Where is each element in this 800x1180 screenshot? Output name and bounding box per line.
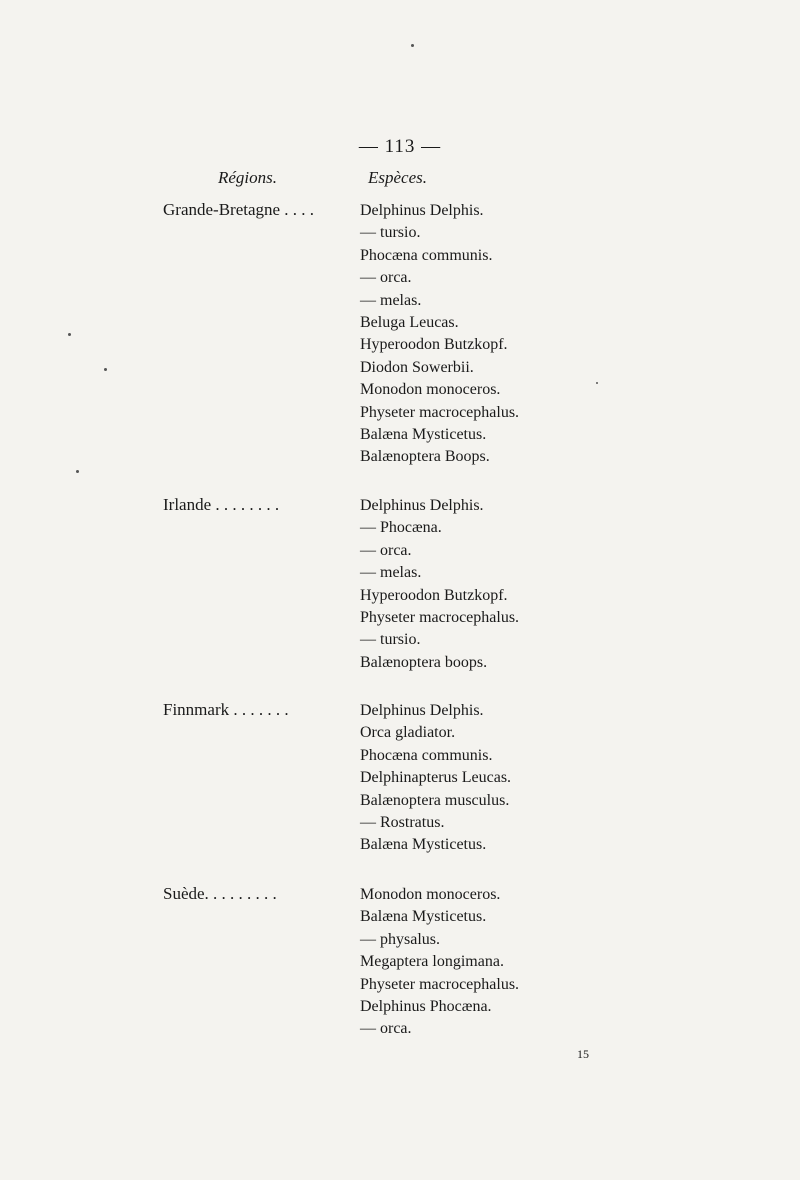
column-header-regions: Régions. (218, 168, 278, 187)
species-entry: Delphinapterus Leucas. (360, 769, 512, 787)
species-entry: Balænoptera boops. (360, 653, 488, 671)
species-list (360, 700, 511, 857)
species-entry: Beluga Leucas. (360, 313, 459, 331)
species-entry: Delphinus Phocæna. (360, 997, 492, 1015)
species-entry: — orca. (360, 1020, 412, 1038)
species-entry: Physeter macrocephalus. (360, 403, 520, 421)
species-entry: — physalus. (360, 930, 440, 948)
print-speck (596, 382, 598, 384)
species-entry: — melas. (360, 564, 422, 582)
species-list (360, 495, 519, 674)
species-entry: — Rostratus. (360, 813, 445, 831)
species-entry: — orca. (360, 269, 412, 287)
region-label: Finnmark . . . . . . . (163, 700, 289, 719)
species-entry: — tursio. (360, 224, 421, 242)
species-entry: Megaptera longimana. (360, 953, 504, 971)
column-header-especes: Espèces. (368, 168, 428, 187)
species-entry: Balænoptera musculus. (360, 791, 510, 809)
print-speck (104, 368, 107, 371)
species-entry: Balæna Mysticetus. (360, 425, 487, 443)
species-entry: Hyperoodon Butzkopf. (360, 586, 508, 604)
species-entry: Delphinus Delphis. (360, 497, 484, 514)
region-label: Suède. . . . . . . . . (163, 884, 277, 903)
print-speck (411, 44, 414, 47)
species-entry: Orca gladiator. (360, 724, 456, 742)
page-number: — 113 — (358, 136, 442, 157)
signature-mark: 15 (577, 1047, 589, 1061)
print-speck (68, 333, 71, 336)
region-label: Grande-Bretagne . . . . (163, 200, 315, 219)
species-entry: Monodon monoceros. (360, 886, 501, 903)
species-entry: Delphinus Delphis. (360, 202, 484, 219)
species-entry: Diodon Sowerbii. (360, 358, 474, 376)
print-speck (76, 470, 79, 473)
species-entry: — tursio. (360, 631, 421, 649)
species-entry: Physeter macrocephalus. (360, 608, 520, 626)
species-list (360, 884, 519, 1041)
species-entry: Physeter macrocephalus. (360, 975, 520, 993)
species-entry: Hyperoodon Butzkopf. (360, 336, 508, 354)
species-entry: Balænoptera Boops. (360, 448, 490, 466)
species-entry: Balæna Mysticetus. (360, 836, 487, 854)
region-label: Irlande . . . . . . . . (163, 495, 280, 514)
species-entry: — orca. (360, 541, 412, 559)
species-entry: Balæna Mysticetus. (360, 908, 487, 926)
species-entry: Delphinus Delphis. (360, 702, 484, 719)
species-entry: Monodon monoceros. (360, 381, 501, 399)
species-entry: Phocæna communis. (360, 246, 493, 264)
species-list (360, 200, 519, 469)
species-entry: — Phocæna. (360, 519, 442, 537)
species-entry: Phocæna communis. (360, 746, 493, 764)
species-entry: — melas. (360, 291, 422, 309)
